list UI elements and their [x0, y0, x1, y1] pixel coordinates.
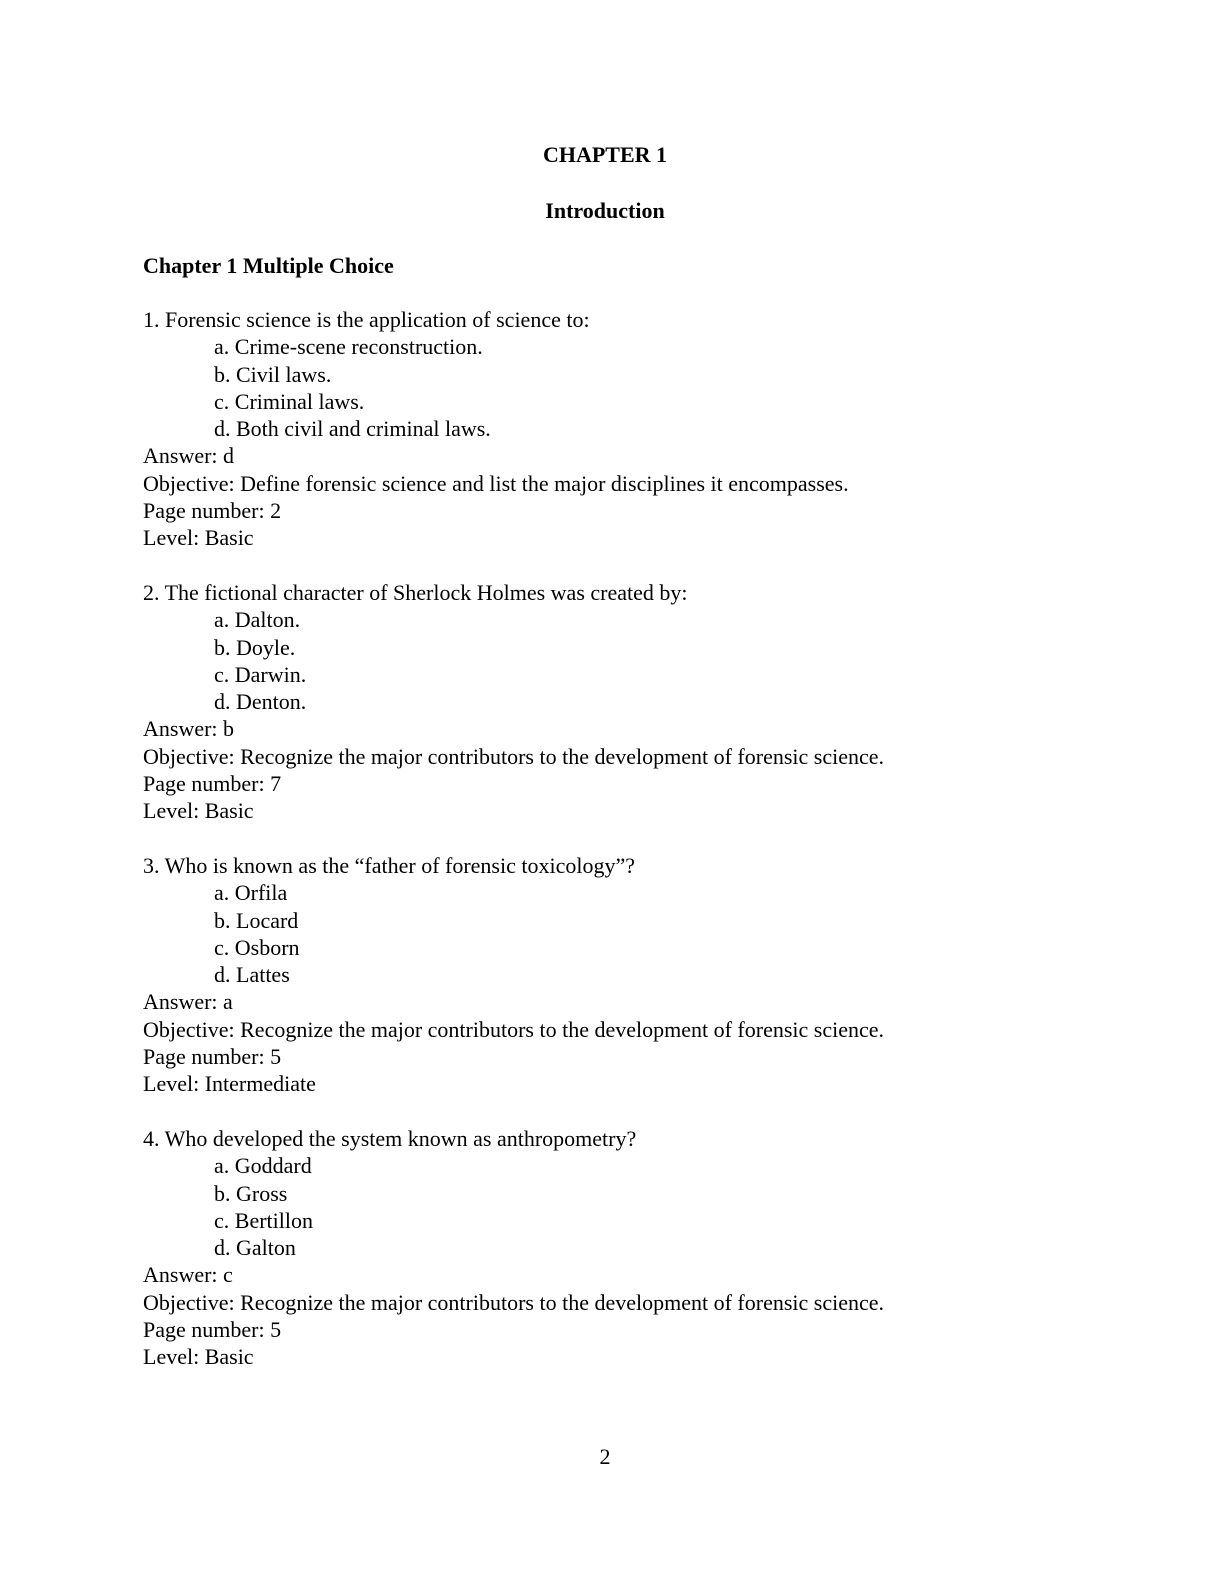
answer-option: c. Osborn: [214, 934, 300, 960]
answer-option: b. Gross: [214, 1180, 288, 1206]
objective: Objective: Recognize the major contributors to the development of forensic science.: [143, 1016, 885, 1042]
answer-option: c. Criminal laws.: [214, 388, 365, 414]
answer-option: b. Doyle.: [214, 634, 296, 660]
difficulty-level: Level: Basic: [143, 798, 254, 824]
question-4: [143, 1125, 1143, 1371]
answer-option: d. Denton.: [214, 689, 307, 715]
question-stem: 1. Forensic science is the application of science to:: [143, 307, 590, 332]
answer-option: d. Galton: [214, 1235, 296, 1261]
objective: Objective: Recognize the major contributors to the development of forensic science.: [143, 743, 885, 769]
page-reference: Page number: 5: [143, 1316, 282, 1342]
answer-option: b. Civil laws.: [214, 361, 332, 387]
answer-option: c. Bertillon: [214, 1207, 313, 1233]
question-stem: 4. Who developed the system known as anthropometry?: [143, 1125, 637, 1151]
footer-page-number: 2: [599, 1444, 611, 1469]
question-list: [143, 306, 1143, 1398]
chapter-title: CHAPTER 1: [542, 142, 668, 167]
page-reference: Page number: 7: [143, 771, 282, 797]
chapter-subtitle: Introduction: [545, 198, 665, 223]
answer-key: Answer: d: [143, 443, 235, 469]
answer-key: Answer: b: [143, 716, 235, 742]
objective: Objective: Define forensic science and list the major disciplines it encompasses.: [143, 470, 849, 496]
difficulty-level: Level: Basic: [143, 1344, 254, 1370]
answer-key: Answer: a: [143, 989, 233, 1015]
question-1: [143, 306, 1143, 552]
answer-key: Answer: c: [143, 1262, 233, 1288]
question-2: [143, 579, 1143, 825]
answer-option: a. Orfila: [214, 880, 288, 906]
objective: Objective: Recognize the major contributors to the development of forensic science.: [143, 1289, 885, 1315]
answer-option: a. Crime-scene reconstruction.: [214, 334, 483, 360]
answer-option: b. Locard: [214, 907, 299, 933]
page-reference: Page number: 2: [143, 498, 282, 524]
question-stem: 3. Who is known as the “father of forensic toxicology”?: [143, 852, 636, 878]
question-stem: 2. The fictional character of Sherlock Holmes was created by:: [143, 579, 688, 605]
answer-option: d. Lattes: [214, 962, 290, 988]
difficulty-level: Level: Intermediate: [143, 1071, 316, 1097]
difficulty-level: Level: Basic: [143, 525, 254, 551]
section-heading: Chapter 1 Multiple Choice: [143, 253, 394, 278]
question-3: [143, 852, 1143, 1098]
answer-option: a. Goddard: [214, 1153, 312, 1179]
answer-option: c. Darwin.: [214, 661, 307, 687]
answer-option: a. Dalton.: [214, 607, 301, 633]
page-reference: Page number: 5: [143, 1044, 282, 1070]
answer-option: d. Both civil and criminal laws.: [214, 416, 491, 442]
